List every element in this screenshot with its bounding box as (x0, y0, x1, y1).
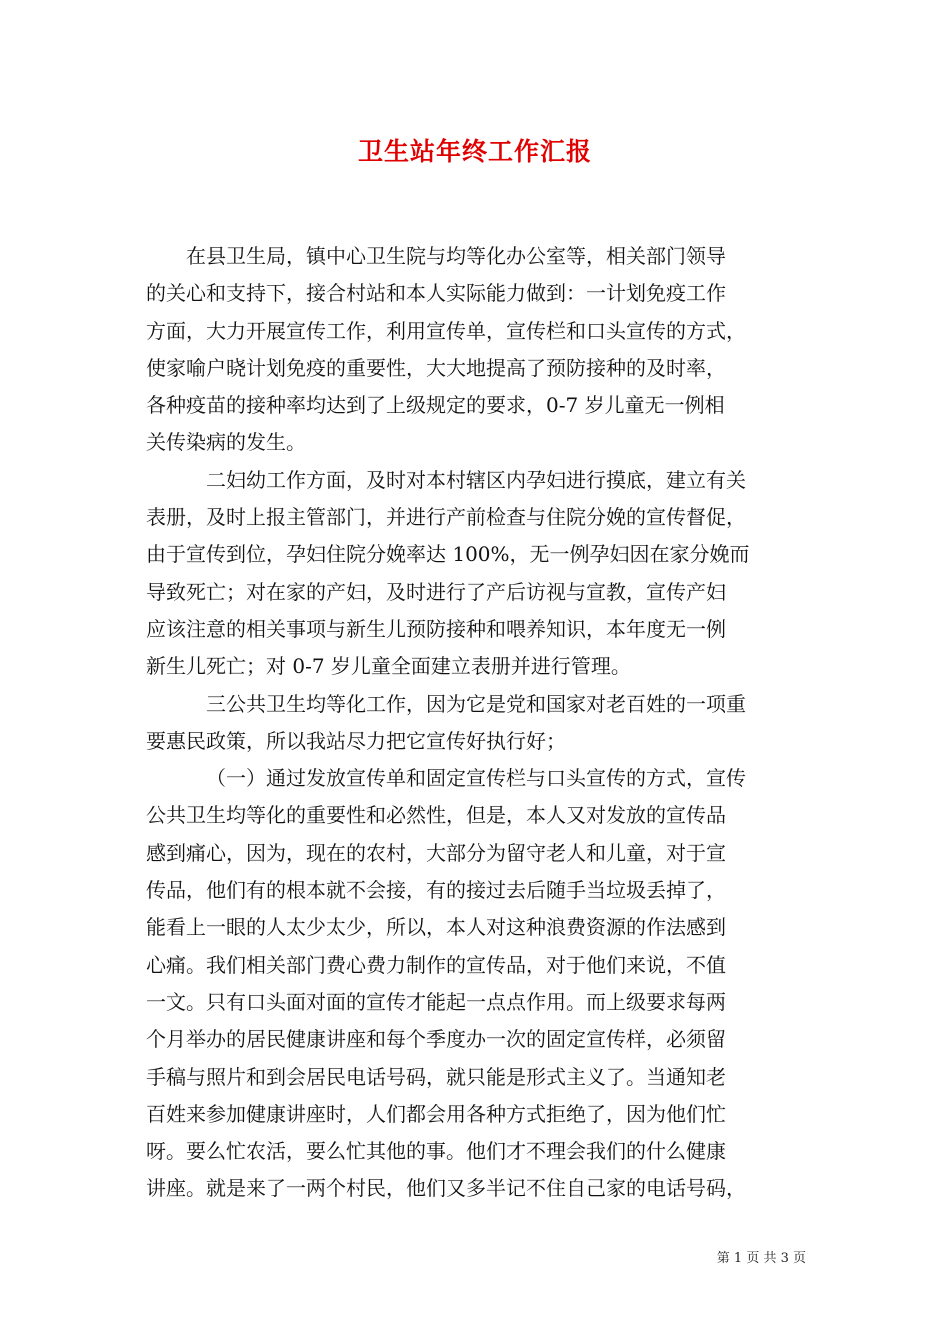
body-line: 二妇幼工作方面，及时对本村辖区内孕妇进行摸底，建立有关 (206, 467, 746, 492)
body-line: 表册，及时上报主管部门，并进行产前检查与住院分娩的宣传督促， (146, 505, 746, 530)
body-line: 使家喻户晓计划免疫的重要性，大大地提高了预防接种的及时率， (146, 355, 726, 380)
page-number: 第 1 页 共 3 页 (716, 1251, 806, 1266)
body-line: 手稿与照片和到会居民电话号码，就只能是形式主义了。当通知老 (146, 1064, 726, 1089)
document-body (146, 238, 810, 1208)
body-line: 三公共卫生均等化工作，因为它是党和国家对老百姓的一项重 (206, 691, 746, 716)
body-line: 百姓来参加健康讲座时，人们都会用各种方式拒绝了，因为他们忙 (146, 1101, 726, 1126)
body-line: 应该注意的相关事项与新生儿预防接种和喂养知识，本年度无一例 (146, 616, 726, 641)
body-line: 导致死亡；对在家的产妇，及时进行了产后访视与宣教，宣传产妇 (146, 579, 726, 604)
body-line: 传品，他们有的根本就不会接，有的接过去后随手当垃圾丢掉了， (146, 878, 726, 903)
body-line: 一文。只有口头面对面的宣传才能起一点点作用。而上级要求每两 (146, 989, 726, 1014)
body-line: 关传染病的发生。 (146, 430, 306, 455)
body-line: （一）通过发放宣传单和固定宣传栏与口头宣传的方式，宣传 (206, 766, 746, 791)
body-line: 呀。要么忙农活，要么忙其他的事。他们才不理会我们的什么健康 (146, 1139, 726, 1164)
body-line: 讲座。就是来了一两个村民，他们又多半记不住自己家的电话号码， (146, 1176, 746, 1201)
document-title: 卫生站年终工作汇报 (357, 137, 592, 166)
body-line: 感到痛心，因为，现在的农村，大部分为留守老人和儿童，对于宣 (146, 840, 726, 865)
body-line: 能看上一眼的人太少太少，所以，本人对这种浪费资源的作法感到 (146, 915, 726, 940)
body-line: 的关心和支持下，接合村站和本人实际能力做到：一计划免疫工作 (146, 281, 726, 306)
body-line: 要惠民政策，所以我站尽力把它宣传好执行好； (146, 728, 566, 753)
body-line: 在县卫生局，镇中心卫生院与均等化办公室等，相关部门领导 (186, 244, 726, 268)
body-line: 方面，大力开展宣传工作，利用宣传单，宣传栏和口头宣传的方式， (146, 318, 746, 343)
body-line: 各种疫苗的接种率均达到了上级规定的要求，0-7 岁儿童无一例相 (146, 393, 725, 418)
body-line: 心痛。我们相关部门费心费力制作的宣传品，对于他们来说，不值 (146, 952, 726, 977)
body-line: 新生儿死亡；对 0-7 岁儿童全面建立表册并进行管理。 (146, 654, 631, 679)
body-line: 个月举办的居民健康讲座和每个季度办一次的固定宣传样，必须留 (146, 1027, 726, 1052)
body-line: 公共卫生均等化的重要性和必然性，但是，本人又对发放的宣传品 (146, 803, 726, 828)
body-line: 由于宣传到位，孕妇住院分娩率达 100%，无一例孕妇因在家分娩而 (146, 542, 750, 567)
